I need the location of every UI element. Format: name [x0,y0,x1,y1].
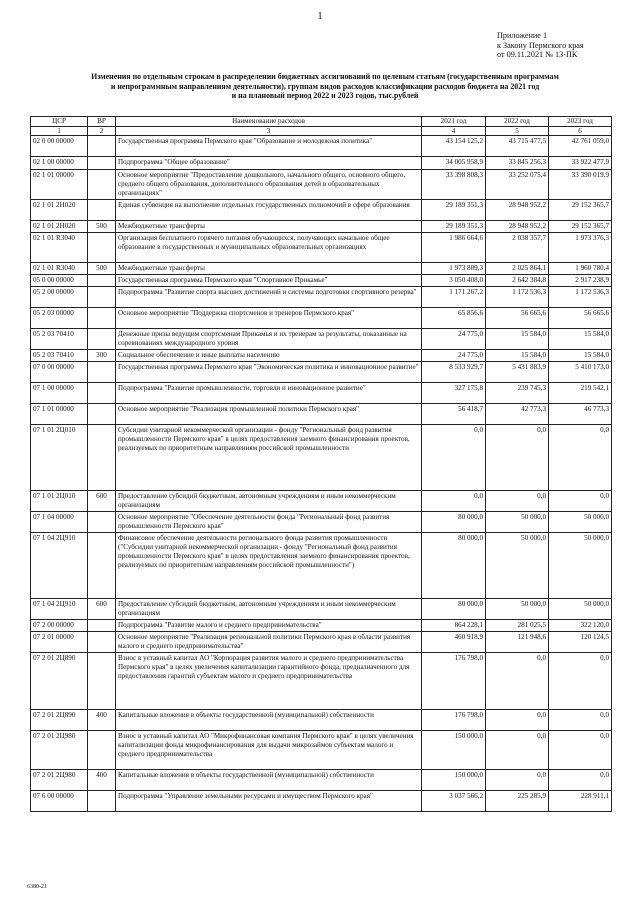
table-row [31,136,612,157]
table-row [31,170,612,200]
table-row [31,329,612,350]
row-vr [88,731,116,770]
row-amount-2022: 0,0 [486,425,549,491]
row-amount-2023: 2 917 238,9 [549,275,612,287]
footer-code: 6380-21 [27,884,47,890]
row-name: Основное мероприятие "Поддержка спортсменов и тренеров Пермского края" [116,308,422,329]
row-vr [88,275,116,287]
table-row [31,731,612,770]
row-vr [88,329,116,350]
row-amount-2022: 33 252 075,4 [486,170,549,200]
table-row [31,791,612,812]
appendix-block [497,31,584,60]
row-amount-2023: 0,0 [549,710,612,731]
row-vr [88,287,116,308]
row-name: Государственная программа Пермского края "Образование и молодежная политика" [116,136,422,157]
row-csr: 07 1 01 2Ц010 [31,425,88,491]
row-name: Капитальные вложения в объекты государственной (муниципальной) собственности [116,770,422,791]
title-line-3: и на плановый период 2022 и 2023 годов, тыс.рублей [231,91,419,101]
row-name: Финансовое обеспечение деятельности регионального фонда развития промышленности ("Субсидии унитарной некоммерческой организации - фонду "Региональный фонд развития промышленности Пермского края" в целях предоставления заемного финансирования проектов, реализуемых по приоритетным направлениям российской промышленности") [116,533,422,599]
row-csr: 05 2 00 00000 [31,287,88,308]
row-amount-2023: 0,0 [549,731,612,770]
column-number: 3 [116,126,422,136]
row-amount-2021: 327 175,8 [422,383,486,404]
table-row [31,200,612,221]
row-csr: 07 1 04 2Ц910 [31,533,88,599]
row-name: Межбюджетные трансферты [116,263,422,275]
table-row [31,383,612,404]
row-amount-2023: 50 000,0 [549,512,612,533]
row-vr [88,200,116,221]
column-number: 5 [486,126,549,136]
row-amount-2023: 29 152 365,7 [549,221,612,233]
row-amount-2023: 50 000,0 [549,533,612,599]
row-amount-2022: 2 642 384,8 [486,275,549,287]
row-vr [88,170,116,200]
row-csr: 07 0 00 00000 [31,362,88,383]
row-amount-2021: 24 775,0 [422,350,486,362]
document-title [52,72,598,101]
column-number: 6 [549,126,612,136]
row-amount-2022: 0,0 [486,710,549,731]
header-name: Наименование расходов [116,117,422,127]
row-amount-2021: 1 171 267,2 [422,287,486,308]
row-amount-2022: 121 948,6 [486,632,549,653]
row-name: Предоставление субсидий бюджетным, автономным учреждениям и иным некоммерческим организациям [116,599,422,620]
row-name: Государственная программа Пермского края "Спортивное Прикамье" [116,275,422,287]
row-csr: 07 2 01 2Ц890 [31,710,88,731]
row-name: Основное мероприятие "Реализация региональной политики Пермского края в области развития малого и среднего предпринимательства" [116,632,422,653]
table-row [31,599,612,620]
column-number: 4 [422,126,486,136]
row-amount-2021: 0,0 [422,425,486,491]
row-csr: 02 0 00 00000 [31,136,88,157]
row-amount-2021: 150 000,0 [422,770,486,791]
row-name: Государственная программа Пермского края "Экономическая политика и инновационное развитие" [116,362,422,383]
row-vr [88,632,116,653]
row-csr: 02 1 01 R3040 [31,233,88,263]
row-amount-2022: 2 038 357,7 [486,233,549,263]
row-name: Подпрограмма "Управление земельными ресурсами и имуществом Пермского края" [116,791,422,812]
page-number: 1 [317,10,323,22]
row-csr: 07 6 00 00000 [31,791,88,812]
header-row [31,117,612,127]
row-amount-2021: 1 973 889,3 [422,263,486,275]
row-csr: 05 2 03 70410 [31,350,88,362]
table-row [31,425,612,491]
table-row [31,770,612,791]
row-amount-2023: 219 542,1 [549,383,612,404]
row-amount-2022: 0,0 [486,653,549,710]
row-vr [88,362,116,383]
row-amount-2023: 46 773,3 [549,404,612,425]
row-csr: 02 1 01 2Н020 [31,221,88,233]
row-name: Подпрограмма "Развитие спорта высших достижений и системы подготовки спортивного резерва" [116,287,422,308]
row-amount-2021: 29 189 351,3 [422,200,486,221]
row-amount-2022: 43 715 477,5 [486,136,549,157]
table-row [31,362,612,383]
row-vr: 600 [88,491,116,512]
row-vr: 400 [88,710,116,731]
row-amount-2022: 50 000,0 [486,599,549,620]
row-amount-2022: 0,0 [486,731,549,770]
row-amount-2022: 50 000,0 [486,512,549,533]
table-row [31,533,612,599]
row-name: Основное мероприятие "Предоставление дошкольного, начального общего, основного общего, среднего общего образования, дополнительного образования детей в образовательных организациях" [116,170,422,200]
row-vr: 300 [88,350,116,362]
row-amount-2021: 3 037 566,2 [422,791,486,812]
row-amount-2023: 5 410 173,0 [549,362,612,383]
row-amount-2023: 0,0 [549,770,612,791]
row-vr [88,653,116,710]
row-name: Капитальные вложения в объекты государственной (муниципальной) собственности [116,710,422,731]
row-vr: 400 [88,770,116,791]
row-csr: 07 2 01 2Ц980 [31,731,88,770]
row-amount-2021: 65 856,6 [422,308,486,329]
column-number: 1 [31,126,88,136]
row-csr: 02 1 01 R3040 [31,263,88,275]
row-amount-2023: 0,0 [549,491,612,512]
row-vr [88,425,116,491]
row-amount-2021: 8 533 929,7 [422,362,486,383]
budget-table [30,116,612,812]
row-amount-2023: 1 973 376,3 [549,233,612,263]
row-amount-2023: 228 911,1 [549,791,612,812]
row-vr [88,136,116,157]
column-number-row [31,126,612,136]
row-amount-2022: 281 025,5 [486,620,549,632]
row-amount-2022: 15 584,0 [486,329,549,350]
row-amount-2021: 176 798,0 [422,710,486,731]
row-amount-2023: 0,0 [549,653,612,710]
header-2021: 2021 год [422,117,486,127]
row-amount-2023: 15 584,0 [549,329,612,350]
row-amount-2022: 28 948 952,2 [486,221,549,233]
row-amount-2021: 460 918,9 [422,632,486,653]
row-amount-2022: 56 665,6 [486,308,549,329]
header-2023: 2023 год [549,117,612,127]
table-row [31,710,612,731]
row-amount-2023: 15 584,0 [549,350,612,362]
row-name: Денежные призы ведущим спортсменам Прикамья и их тренерам за результаты, показанные на соревнованиях международного уровня [116,329,422,350]
row-name: Межбюджетные трансферты [116,221,422,233]
row-amount-2021: 43 154 125,2 [422,136,486,157]
table-row [31,263,612,275]
row-amount-2023: 50 000,0 [549,599,612,620]
row-amount-2022: 2 025 864,1 [486,263,549,275]
row-vr [88,512,116,533]
appendix-line-2: к Закону Пермского края [497,40,584,50]
row-amount-2021: 24 775,0 [422,329,486,350]
row-name: Единая субвенция на выполнение отдельных государственных полномочий в сфере образования [116,200,422,221]
row-amount-2022: 15 584,0 [486,350,549,362]
row-csr: 05 2 03 00000 [31,308,88,329]
row-vr [88,308,116,329]
row-amount-2022: 239 745,3 [486,383,549,404]
row-name: Основное мероприятие "Обеспечение деятельности фонда "Региональный фонд развития промышленности Пермского края" [116,512,422,533]
row-name: Организация бесплатного горячего питания обучающихся, получающих начальное общее образование в государственных и муниципальных образовательных организациях [116,233,422,263]
header-csr: ЦСР [31,117,88,127]
title-line-2: и непрограммным направлениям деятельности), группам видов расходов классификации расходов бюджета на 2021 год [110,81,540,91]
row-name: Социальное обеспечение и иные выплаты населению [116,350,422,362]
row-amount-2023: 42 761 059,0 [549,136,612,157]
row-amount-2021: 3 050 408,0 [422,275,486,287]
row-csr: 07 2 00 00000 [31,620,88,632]
row-amount-2023: 0,0 [549,425,612,491]
table-row [31,404,612,425]
row-vr [88,791,116,812]
row-vr: 500 [88,263,116,275]
table-row [31,653,612,710]
row-name: Взнос в уставный капитал АО "Микрофинансовая компания Пермского края" в целях увеличения капитализации фонда микрофинансирования для выдачи микрозаймов субъектам малого и среднего предпринимательства [116,731,422,770]
row-csr: 07 1 01 2Ц010 [31,491,88,512]
appendix-line-3: от 09.11.2021 № 13-ПК [497,50,578,60]
appendix-line-1: Приложение 1 [497,31,548,40]
row-amount-2023: 322 120,0 [549,620,612,632]
row-csr: 02 1 00 00000 [31,157,88,170]
row-vr: 600 [88,599,116,620]
table-row [31,221,612,233]
row-amount-2021: 29 189 351,3 [422,221,486,233]
row-amount-2021: 0,0 [422,491,486,512]
row-amount-2022: 33 845 256,3 [486,157,549,170]
row-amount-2023: 33 922 477,9 [549,157,612,170]
row-vr [88,533,116,599]
row-vr [88,383,116,404]
row-amount-2022: 0,0 [486,770,549,791]
row-amount-2022: 225 285,9 [486,791,549,812]
title-line-1: Изменения по отдельным строкам в распределении бюджетных ассигнований по целевым статьям (государственным программам [91,72,559,81]
row-name: Предоставление субсидий бюджетным, автономным учреждениям и иным некоммерческим организациям [116,491,422,512]
row-csr: 07 1 01 00000 [31,404,88,425]
row-amount-2022: 1 172 536,3 [486,287,549,308]
row-amount-2021: 176 798,0 [422,653,486,710]
row-amount-2023: 1 172 536,3 [549,287,612,308]
row-name: Основное мероприятие "Реализация промышленной политики Пермского края" [116,404,422,425]
table-row [31,275,612,287]
row-vr [88,404,116,425]
row-amount-2021: 33 398 808,3 [422,170,486,200]
row-name: Субсидии унитарной некоммерческой организации - фонду "Региональный фонд развития промышленности Пермского края" в целях предоставления заемного финансирования проектов, реализуемых по приоритетным направлениям российской промышленности [116,425,422,491]
row-name: Подпрограмма "Развитие малого и среднего предпринимательства" [116,620,422,632]
row-amount-2022: 5 431 883,9 [486,362,549,383]
row-amount-2021: 56 418,7 [422,404,486,425]
row-amount-2021: 1 986 664,6 [422,233,486,263]
row-amount-2021: 80 000,0 [422,599,486,620]
row-amount-2022: 42 773,3 [486,404,549,425]
row-amount-2021: 150 000,0 [422,731,486,770]
table-row [31,491,612,512]
table-row [31,350,612,362]
row-amount-2023: 120 124,5 [549,632,612,653]
row-name: Подпрограмма "Развитие промышленности, торговли и инновационное развитие" [116,383,422,404]
table-row [31,287,612,308]
row-amount-2022: 50 000,0 [486,533,549,599]
table-row [31,620,612,632]
row-amount-2021: 34 005 958,9 [422,157,486,170]
row-vr: 500 [88,221,116,233]
header-2022: 2022 год [486,117,549,127]
column-number: 2 [88,126,116,136]
row-csr: 07 1 04 00000 [31,512,88,533]
header-vr: ВР [88,117,116,127]
table-row [31,308,612,329]
row-amount-2021: 80 000,0 [422,512,486,533]
row-csr: 07 1 04 2Ц910 [31,599,88,620]
table-row [31,233,612,263]
row-name: Взнос в уставный капитал АО "Корпорация развития малого и среднего предпринимательства Пермского края" в целях увеличения капитализации гарантийного фонда, предназначенного для предоставления гарантий субъектам малого и среднего предпринимательства [116,653,422,710]
row-name: Подпрограмма "Общее образование" [116,157,422,170]
table-row [31,512,612,533]
row-csr: 07 1 00 00000 [31,383,88,404]
row-vr [88,157,116,170]
table-row [31,157,612,170]
row-csr: 02 1 01 00000 [31,170,88,200]
row-amount-2021: 80 000,0 [422,533,486,599]
row-csr: 05 0 00 00000 [31,275,88,287]
row-amount-2023: 56 665,6 [549,308,612,329]
row-vr [88,620,116,632]
row-amount-2022: 0,0 [486,491,549,512]
row-amount-2023: 1 960 780,4 [549,263,612,275]
row-amount-2022: 28 948 952,2 [486,200,549,221]
table-row [31,632,612,653]
row-amount-2023: 29 152 365,7 [549,200,612,221]
row-amount-2021: 864 228,1 [422,620,486,632]
row-csr: 02 1 01 2Н020 [31,200,88,221]
row-csr: 07 2 01 2Ц890 [31,653,88,710]
row-csr: 07 2 01 00000 [31,632,88,653]
row-csr: 05 2 03 70410 [31,329,88,350]
row-csr: 07 2 01 2Ц980 [31,770,88,791]
row-vr [88,233,116,263]
row-amount-2023: 33 390 019,9 [549,170,612,200]
